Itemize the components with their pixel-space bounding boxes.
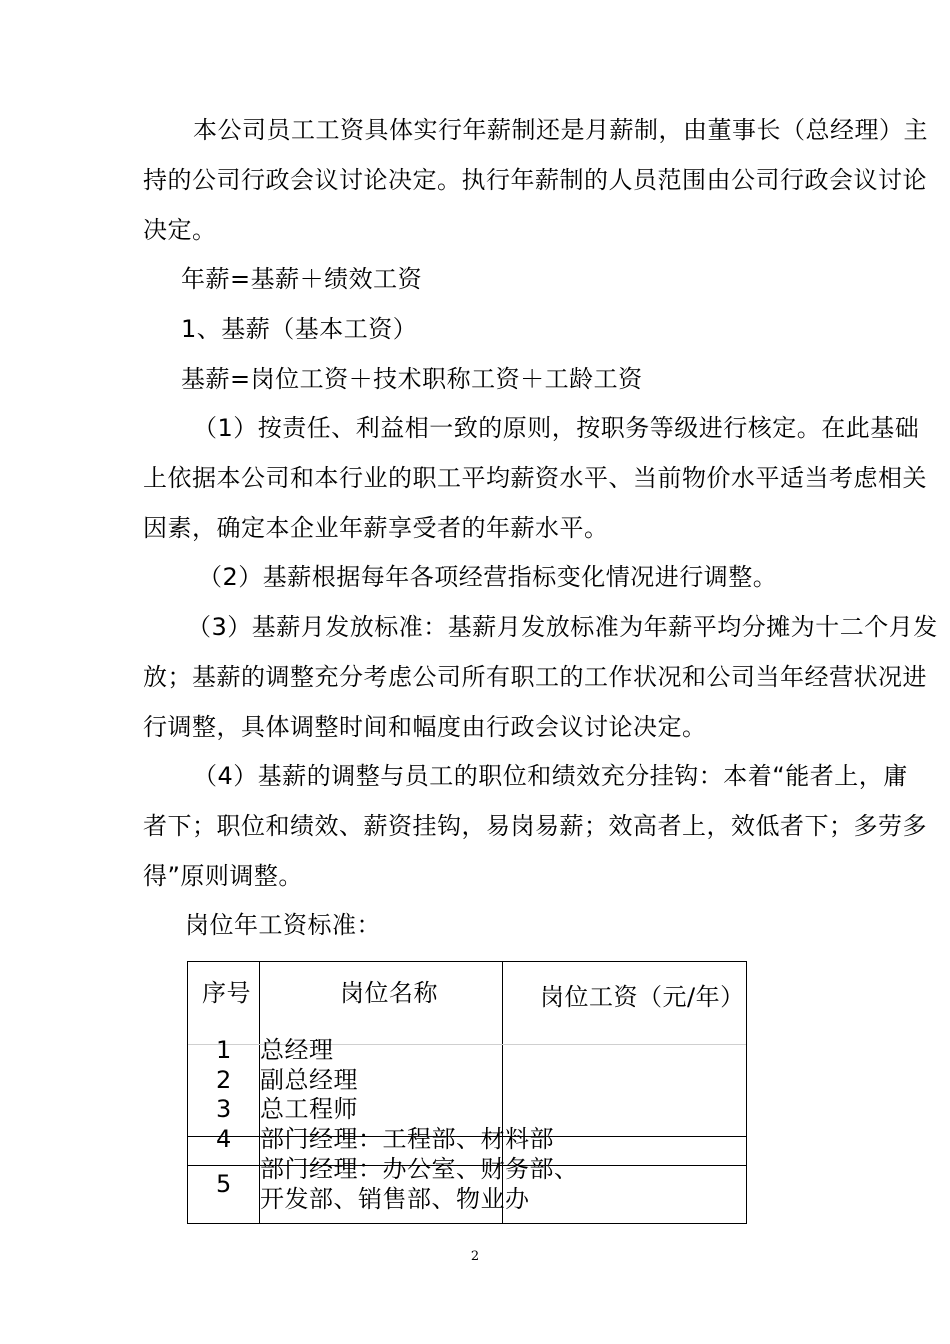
table-cell-position: 部门经理：办公室、财务部、 [260,1155,579,1183]
paragraph-line: 得”原则调整。 [143,862,303,890]
table-cell-number: 4 [216,1125,232,1153]
table-caption: 岗位年工资标准： [185,911,381,939]
table-cell-number: 1 [216,1036,232,1064]
table-cell-position: 副总经理 [260,1066,358,1094]
paragraph-line: 放；基薪的调整充分考虑公司所有职工的工作状况和公司当年经营状况进 [143,663,927,691]
table-cell-position: 部门经理：工程部、材料部 [260,1125,554,1153]
salary-table [187,961,747,1224]
paragraph-line: （3）基薪月发放标准：基薪月发放标准为年薪平均分摊为十二个月发 [187,613,938,641]
formula-line: 基薪=岗位工资＋技术职称工资＋工龄工资 [181,365,643,393]
paragraph-line: 本公司员工工资具体实行年薪制还是月薪制，由董事长（总经理）主 [193,116,928,144]
table-header-number: 序号 [202,979,251,1007]
table-cell-position: 总工程师 [260,1095,358,1123]
section-heading: 1、基薪（基本工资） [181,315,418,343]
paragraph-line: 决定。 [143,216,217,244]
table-cell-position-continued: 开发部、销售部、物业办 [260,1185,530,1213]
table-header-position: 岗位名称 [340,979,438,1007]
paragraph-line: 因素，确定本企业年薪享受者的年薪水平。 [143,514,609,542]
paragraph-line: 行调整，具体调整时间和幅度由行政会议讨论决定。 [143,713,707,741]
table-header-salary: 岗位工资（元/年） [540,983,745,1011]
paragraph-line: 上依据本公司和本行业的职工平均薪资水平、当前物价水平适当考虑相关 [143,464,927,492]
page-number: 2 [470,1249,480,1264]
paragraph-line: 者下；职位和绩效、薪资挂钩，易岗易薪；效高者上，效低者下；多劳多 [143,812,927,840]
paragraph-line: （4）基薪的调整与员工的职位和绩效充分挂钩：本着“能者上，庸 [193,762,908,790]
paragraph-line: （2）基薪根据每年各项经营指标变化情况进行调整。 [198,563,778,591]
paragraph-line: （1）按责任、利益相一致的原则，按职务等级进行核定。在此基础 [193,414,920,442]
table-cell-number: 5 [216,1170,232,1198]
table-cell-position: 总经理 [260,1036,334,1064]
formula-line: 年薪=基薪＋绩效工资 [181,265,423,293]
paragraph-line: 持的公司行政会议讨论决定。执行年薪制的人员范围由公司行政会议讨论 [143,166,927,194]
table-cell-number: 3 [216,1095,232,1123]
table-cell-number: 2 [216,1066,232,1094]
